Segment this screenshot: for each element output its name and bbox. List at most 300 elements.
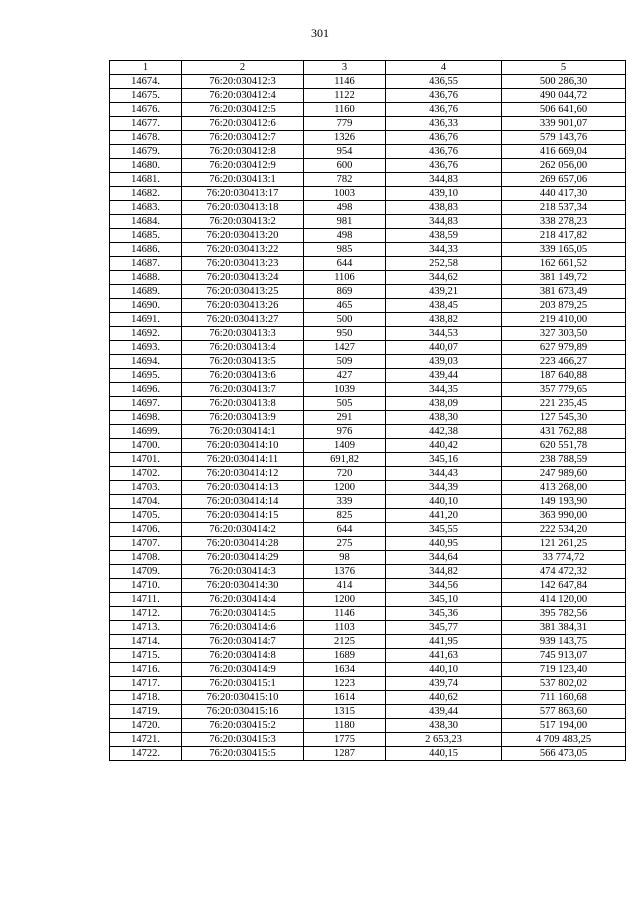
area-cell: 1146 [304, 607, 386, 621]
row-number-cell: 14679. [110, 145, 182, 159]
area-cell: 414 [304, 579, 386, 593]
table-row [110, 201, 626, 215]
rate-cell: 440,62 [386, 691, 502, 705]
table-row [110, 635, 626, 649]
column-header-1: 1 [110, 61, 182, 75]
rate-cell: 344,64 [386, 551, 502, 565]
rate-cell: 344,83 [386, 173, 502, 187]
table-row [110, 649, 626, 663]
rate-cell: 436,76 [386, 131, 502, 145]
rate-cell: 436,76 [386, 103, 502, 117]
rate-cell: 439,03 [386, 355, 502, 369]
row-number-cell: 14689. [110, 285, 182, 299]
cadastral-number-cell: 76:20:030413:6 [182, 369, 304, 383]
table-row [110, 705, 626, 719]
rate-cell: 344,35 [386, 383, 502, 397]
rate-cell: 438,83 [386, 201, 502, 215]
table-row [110, 145, 626, 159]
cadastral-number-cell: 76:20:030413:2 [182, 215, 304, 229]
row-number-cell: 14694. [110, 355, 182, 369]
area-cell: 505 [304, 397, 386, 411]
table-row [110, 341, 626, 355]
area-cell: 1326 [304, 131, 386, 145]
cadastral-number-cell: 76:20:030414:15 [182, 509, 304, 523]
table-row [110, 327, 626, 341]
area-cell: 782 [304, 173, 386, 187]
cadastral-number-cell: 76:20:030413:23 [182, 257, 304, 271]
rate-cell: 436,76 [386, 159, 502, 173]
area-cell: 339 [304, 495, 386, 509]
row-number-cell: 14692. [110, 327, 182, 341]
column-header-2: 2 [182, 61, 304, 75]
row-number-cell: 14677. [110, 117, 182, 131]
table-row [110, 747, 626, 761]
table-row [110, 719, 626, 733]
rate-cell: 344,43 [386, 467, 502, 481]
area-cell: 825 [304, 509, 386, 523]
rate-cell: 441,20 [386, 509, 502, 523]
area-cell: 779 [304, 117, 386, 131]
cadastral-number-cell: 76:20:030412:5 [182, 103, 304, 117]
value-cell: 327 303,50 [502, 327, 626, 341]
value-cell: 262 056,00 [502, 159, 626, 173]
value-cell: 381 673,49 [502, 285, 626, 299]
area-cell: 950 [304, 327, 386, 341]
cadastral-number-cell: 76:20:030413:24 [182, 271, 304, 285]
value-cell: 711 160,68 [502, 691, 626, 705]
value-cell: 223 466,27 [502, 355, 626, 369]
cadastral-number-cell: 76:20:030413:9 [182, 411, 304, 425]
area-cell: 981 [304, 215, 386, 229]
rate-cell: 436,55 [386, 75, 502, 89]
row-number-cell: 14688. [110, 271, 182, 285]
cadastral-number-cell: 76:20:030413:7 [182, 383, 304, 397]
row-number-cell: 14675. [110, 89, 182, 103]
value-cell: 939 143,75 [502, 635, 626, 649]
area-cell: 1287 [304, 747, 386, 761]
row-number-cell: 14702. [110, 467, 182, 481]
cadastral-number-cell: 76:20:030414:8 [182, 649, 304, 663]
rate-cell: 345,55 [386, 523, 502, 537]
value-cell: 431 762,88 [502, 425, 626, 439]
value-cell: 218 417,82 [502, 229, 626, 243]
cadastral-number-cell: 76:20:030415:2 [182, 719, 304, 733]
value-cell: 745 913,07 [502, 649, 626, 663]
cadastral-number-cell: 76:20:030413:22 [182, 243, 304, 257]
row-number-cell: 14710. [110, 579, 182, 593]
area-cell: 1106 [304, 271, 386, 285]
table-row [110, 677, 626, 691]
value-cell: 414 120,00 [502, 593, 626, 607]
value-cell: 506 641,60 [502, 103, 626, 117]
area-cell: 1103 [304, 621, 386, 635]
cadastral-number-cell: 76:20:030414:30 [182, 579, 304, 593]
area-cell: 465 [304, 299, 386, 313]
value-cell: 218 537,34 [502, 201, 626, 215]
table-row [110, 89, 626, 103]
cadastral-number-cell: 76:20:030413:26 [182, 299, 304, 313]
cadastral-number-cell: 76:20:030412:9 [182, 159, 304, 173]
table-row [110, 285, 626, 299]
table-row [110, 467, 626, 481]
area-cell: 1427 [304, 341, 386, 355]
rate-cell: 440,10 [386, 663, 502, 677]
value-cell: 121 261,25 [502, 537, 626, 551]
table-row [110, 663, 626, 677]
rate-cell: 344,33 [386, 243, 502, 257]
row-number-cell: 14722. [110, 747, 182, 761]
area-cell: 644 [304, 523, 386, 537]
cadastral-number-cell: 76:20:030414:13 [182, 481, 304, 495]
value-cell: 395 782,56 [502, 607, 626, 621]
table-row [110, 607, 626, 621]
row-number-cell: 14707. [110, 537, 182, 551]
value-cell: 238 788,59 [502, 453, 626, 467]
table-row [110, 271, 626, 285]
value-cell: 357 779,65 [502, 383, 626, 397]
table-row [110, 173, 626, 187]
rate-cell: 436,76 [386, 89, 502, 103]
area-cell: 1775 [304, 733, 386, 747]
rate-cell: 440,42 [386, 439, 502, 453]
row-number-cell: 14687. [110, 257, 182, 271]
cadastral-number-cell: 76:20:030413:18 [182, 201, 304, 215]
value-cell: 127 545,30 [502, 411, 626, 425]
row-number-cell: 14683. [110, 201, 182, 215]
area-cell: 1409 [304, 439, 386, 453]
value-cell: 162 661,52 [502, 257, 626, 271]
area-cell: 1160 [304, 103, 386, 117]
row-number-cell: 14685. [110, 229, 182, 243]
cadastral-number-cell: 76:20:030413:5 [182, 355, 304, 369]
table-row [110, 425, 626, 439]
area-cell: 1223 [304, 677, 386, 691]
value-cell: 577 863,60 [502, 705, 626, 719]
cadastral-number-cell: 76:20:030413:4 [182, 341, 304, 355]
row-number-cell: 14716. [110, 663, 182, 677]
area-cell: 509 [304, 355, 386, 369]
value-cell: 338 278,23 [502, 215, 626, 229]
row-number-cell: 14712. [110, 607, 182, 621]
table-row [110, 257, 626, 271]
column-header-5: 5 [502, 61, 626, 75]
row-number-cell: 14704. [110, 495, 182, 509]
rate-cell: 436,76 [386, 145, 502, 159]
data-table [109, 60, 626, 761]
table-row [110, 243, 626, 257]
rate-cell: 2 653,23 [386, 733, 502, 747]
cadastral-number-cell: 76:20:030414:10 [182, 439, 304, 453]
area-cell: 954 [304, 145, 386, 159]
rate-cell: 438,82 [386, 313, 502, 327]
rate-cell: 344,62 [386, 271, 502, 285]
table-row [110, 131, 626, 145]
area-cell: 1122 [304, 89, 386, 103]
value-cell: 339 901,07 [502, 117, 626, 131]
row-number-cell: 14690. [110, 299, 182, 313]
table-row [110, 383, 626, 397]
value-cell: 269 657,06 [502, 173, 626, 187]
cadastral-number-cell: 76:20:030415:10 [182, 691, 304, 705]
value-cell: 490 044,72 [502, 89, 626, 103]
row-number-cell: 14705. [110, 509, 182, 523]
cadastral-number-cell: 76:20:030413:3 [182, 327, 304, 341]
area-cell: 644 [304, 257, 386, 271]
row-number-cell: 14699. [110, 425, 182, 439]
rate-cell: 439,74 [386, 677, 502, 691]
value-cell: 500 286,30 [502, 75, 626, 89]
table-header [110, 61, 626, 75]
area-cell: 869 [304, 285, 386, 299]
rate-cell: 439,10 [386, 187, 502, 201]
table-row [110, 117, 626, 131]
cadastral-number-cell: 76:20:030414:28 [182, 537, 304, 551]
value-cell: 416 669,04 [502, 145, 626, 159]
rate-cell: 440,10 [386, 495, 502, 509]
row-number-cell: 14676. [110, 103, 182, 117]
row-number-cell: 14717. [110, 677, 182, 691]
cadastral-number-cell: 76:20:030414:7 [182, 635, 304, 649]
value-cell: 579 143,76 [502, 131, 626, 145]
row-number-cell: 14681. [110, 173, 182, 187]
rate-cell: 345,10 [386, 593, 502, 607]
value-cell: 363 990,00 [502, 509, 626, 523]
table-row [110, 411, 626, 425]
cadastral-number-cell: 76:20:030413:20 [182, 229, 304, 243]
table-row [110, 593, 626, 607]
table-row [110, 75, 626, 89]
cadastral-number-cell: 76:20:030415:1 [182, 677, 304, 691]
rate-cell: 344,56 [386, 579, 502, 593]
value-cell: 620 551,78 [502, 439, 626, 453]
row-number-cell: 14703. [110, 481, 182, 495]
rate-cell: 252,58 [386, 257, 502, 271]
value-cell: 33 774,72 [502, 551, 626, 565]
value-cell: 4 709 483,25 [502, 733, 626, 747]
rate-cell: 439,44 [386, 705, 502, 719]
row-number-cell: 14680. [110, 159, 182, 173]
area-cell: 500 [304, 313, 386, 327]
table-body [110, 75, 626, 761]
row-number-cell: 14709. [110, 565, 182, 579]
cadastral-number-cell: 76:20:030415:5 [182, 747, 304, 761]
header-row [110, 61, 626, 75]
cadastral-number-cell: 76:20:030414:14 [182, 495, 304, 509]
row-number-cell: 14711. [110, 593, 182, 607]
rate-cell: 440,15 [386, 747, 502, 761]
cadastral-number-cell: 76:20:030413:27 [182, 313, 304, 327]
area-cell: 1634 [304, 663, 386, 677]
rate-cell: 440,95 [386, 537, 502, 551]
row-number-cell: 14721. [110, 733, 182, 747]
table-row [110, 439, 626, 453]
area-cell: 1146 [304, 75, 386, 89]
value-cell: 413 268,00 [502, 481, 626, 495]
value-cell: 149 193,90 [502, 495, 626, 509]
rate-cell: 438,59 [386, 229, 502, 243]
row-number-cell: 14719. [110, 705, 182, 719]
cadastral-number-cell: 76:20:030415:16 [182, 705, 304, 719]
table-row [110, 481, 626, 495]
area-cell: 1039 [304, 383, 386, 397]
area-cell: 427 [304, 369, 386, 383]
rate-cell: 345,36 [386, 607, 502, 621]
row-number-cell: 14678. [110, 131, 182, 145]
cadastral-number-cell: 76:20:030414:3 [182, 565, 304, 579]
value-cell: 381 149,72 [502, 271, 626, 285]
cadastral-number-cell: 76:20:030413:8 [182, 397, 304, 411]
cadastral-number-cell: 76:20:030414:6 [182, 621, 304, 635]
rate-cell: 440,07 [386, 341, 502, 355]
table-row [110, 229, 626, 243]
row-number-cell: 14706. [110, 523, 182, 537]
value-cell: 537 802,02 [502, 677, 626, 691]
area-cell: 98 [304, 551, 386, 565]
table-row [110, 621, 626, 635]
area-cell: 1376 [304, 565, 386, 579]
value-cell: 719 123,40 [502, 663, 626, 677]
area-cell: 498 [304, 229, 386, 243]
table-row [110, 579, 626, 593]
row-number-cell: 14684. [110, 215, 182, 229]
rate-cell: 345,16 [386, 453, 502, 467]
table-row [110, 187, 626, 201]
area-cell: 1003 [304, 187, 386, 201]
cadastral-number-cell: 76:20:030413:17 [182, 187, 304, 201]
row-number-cell: 14701. [110, 453, 182, 467]
table-row [110, 103, 626, 117]
cadastral-number-cell: 76:20:030414:12 [182, 467, 304, 481]
row-number-cell: 14697. [110, 397, 182, 411]
cadastral-number-cell: 76:20:030413:1 [182, 173, 304, 187]
table-row [110, 551, 626, 565]
rate-cell: 344,83 [386, 215, 502, 229]
area-cell: 275 [304, 537, 386, 551]
value-cell: 219 410,00 [502, 313, 626, 327]
row-number-cell: 14718. [110, 691, 182, 705]
table-row [110, 733, 626, 747]
value-cell: 187 640,88 [502, 369, 626, 383]
rate-cell: 436,33 [386, 117, 502, 131]
cadastral-number-cell: 76:20:030414:9 [182, 663, 304, 677]
row-number-cell: 14686. [110, 243, 182, 257]
rate-cell: 441,63 [386, 649, 502, 663]
row-number-cell: 14720. [110, 719, 182, 733]
rate-cell: 441,95 [386, 635, 502, 649]
cadastral-number-cell: 76:20:030412:8 [182, 145, 304, 159]
value-cell: 203 879,25 [502, 299, 626, 313]
table-row [110, 565, 626, 579]
area-cell: 2125 [304, 635, 386, 649]
table-row [110, 313, 626, 327]
row-number-cell: 14708. [110, 551, 182, 565]
row-number-cell: 14698. [110, 411, 182, 425]
row-number-cell: 14696. [110, 383, 182, 397]
value-cell: 381 384,31 [502, 621, 626, 635]
cadastral-number-cell: 76:20:030415:3 [182, 733, 304, 747]
cadastral-number-cell: 76:20:030414:2 [182, 523, 304, 537]
row-number-cell: 14682. [110, 187, 182, 201]
value-cell: 221 235,45 [502, 397, 626, 411]
area-cell: 691,82 [304, 453, 386, 467]
cadastral-number-cell: 76:20:030412:4 [182, 89, 304, 103]
table-row [110, 691, 626, 705]
area-cell: 1200 [304, 481, 386, 495]
table-row [110, 537, 626, 551]
row-number-cell: 14713. [110, 621, 182, 635]
rate-cell: 442,38 [386, 425, 502, 439]
cadastral-number-cell: 76:20:030412:6 [182, 117, 304, 131]
table-row [110, 453, 626, 467]
rate-cell: 438,45 [386, 299, 502, 313]
value-cell: 474 472,32 [502, 565, 626, 579]
area-cell: 1180 [304, 719, 386, 733]
area-cell: 720 [304, 467, 386, 481]
rate-cell: 438,09 [386, 397, 502, 411]
area-cell: 1614 [304, 691, 386, 705]
value-cell: 247 989,60 [502, 467, 626, 481]
column-header-4: 4 [386, 61, 502, 75]
table-row [110, 495, 626, 509]
row-number-cell: 14715. [110, 649, 182, 663]
row-number-cell: 14691. [110, 313, 182, 327]
area-cell: 600 [304, 159, 386, 173]
table-row [110, 369, 626, 383]
area-cell: 1689 [304, 649, 386, 663]
cadastral-number-cell: 76:20:030414:11 [182, 453, 304, 467]
area-cell: 985 [304, 243, 386, 257]
cadastral-number-cell: 76:20:030414:4 [182, 593, 304, 607]
table-row [110, 299, 626, 313]
row-number-cell: 14714. [110, 635, 182, 649]
rate-cell: 344,53 [386, 327, 502, 341]
value-cell: 440 417,30 [502, 187, 626, 201]
cadastral-number-cell: 76:20:030412:3 [182, 75, 304, 89]
rate-cell: 345,77 [386, 621, 502, 635]
cadastral-number-cell: 76:20:030414:29 [182, 551, 304, 565]
table-row [110, 159, 626, 173]
rate-cell: 438,30 [386, 719, 502, 733]
rate-cell: 344,39 [386, 481, 502, 495]
value-cell: 339 165,05 [502, 243, 626, 257]
rate-cell: 344,82 [386, 565, 502, 579]
table-row [110, 523, 626, 537]
cadastral-number-cell: 76:20:030414:1 [182, 425, 304, 439]
table-row [110, 215, 626, 229]
row-number-cell: 14674. [110, 75, 182, 89]
value-cell: 222 534,20 [502, 523, 626, 537]
row-number-cell: 14700. [110, 439, 182, 453]
row-number-cell: 14693. [110, 341, 182, 355]
table-row [110, 509, 626, 523]
area-cell: 291 [304, 411, 386, 425]
column-header-3: 3 [304, 61, 386, 75]
rate-cell: 439,44 [386, 369, 502, 383]
cadastral-number-cell: 76:20:030412:7 [182, 131, 304, 145]
cadastral-number-cell: 76:20:030414:5 [182, 607, 304, 621]
area-cell: 498 [304, 201, 386, 215]
value-cell: 566 473,05 [502, 747, 626, 761]
rate-cell: 438,30 [386, 411, 502, 425]
table-row [110, 355, 626, 369]
rate-cell: 439,21 [386, 285, 502, 299]
table-row [110, 397, 626, 411]
value-cell: 627 979,89 [502, 341, 626, 355]
value-cell: 517 194,00 [502, 719, 626, 733]
page-number: 301 [311, 26, 329, 40]
value-cell: 142 647,84 [502, 579, 626, 593]
area-cell: 976 [304, 425, 386, 439]
